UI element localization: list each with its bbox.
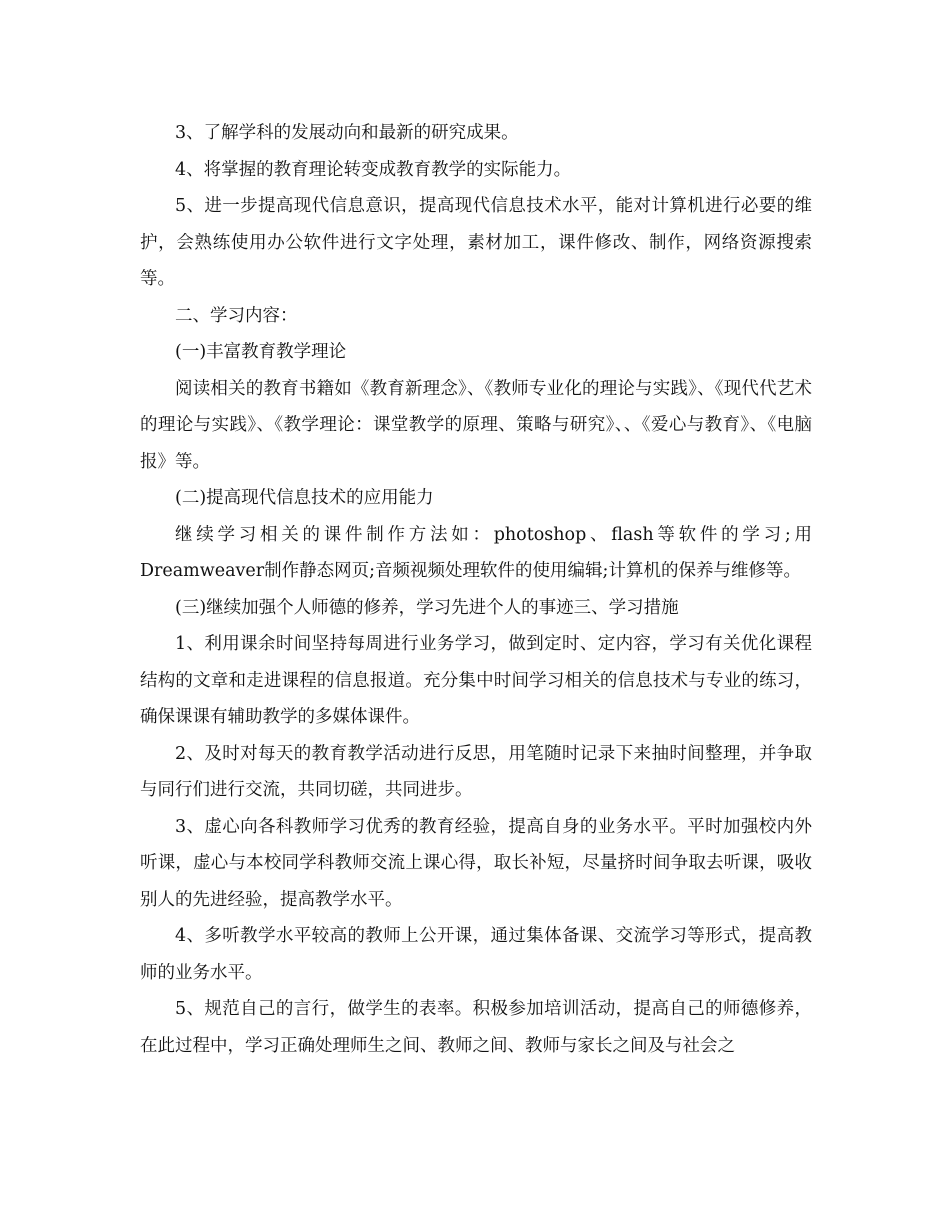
section-heading-study-content: 二、学习内容： [175,305,298,326]
paragraph-measure-1: 1、利用课余时间坚持每周进行业务学习，做到定时、定内容，学习有关优化课程结构的文章和走进课程的信息报道。充分集中时间学习相关的信息技术与专业的练习，确保课课有辅助教学的多媒体课件。 [140,634,812,727]
subheading-theory: (一)丰富教育教学理论 [175,342,347,362]
subheading-it-skills: (二)提高现代信息技术的应用能力 [175,488,434,508]
paragraph-measure-2: 2、及时对每天的教育教学活动进行反思，用笔随时记录下来抽时间整理，并争取与同行们进行交流，共同切磋，共同进步。 [140,743,812,800]
subheading-ethics: (三)继续加强个人师德的修养，学习先进个人的事迹三、学习措施 [175,597,679,618]
paragraph-measure-3: 3、虚心向各科教师学习优秀的教育经验，提高自身的业务水平。平时加强校内外听课，虚心与本校同学科教师交流上课心得，取长补短，尽量挤时间争取去听课，吸收别人的先进经验，提高教学水平。 [140,816,812,910]
paragraph-measure-5: 5、规范自己的言行，做学生的表率。积极参加培训活动，提高自己的师德修养，在此过程中，学习正确处理师生之间、教师之间、教师与家长之间及与社会之 [140,999,812,1056]
paragraph-goal-3: 3、了解学科的发展动向和最新的研究成果。 [175,123,519,143]
paragraph-goal-5: 5、进一步提高现代信息意识，提高现代信息技术水平，能对计算机进行必要的维护，会熟练使用办公软件进行文字处理，素材加工，课件修改、制作，网络资源搜索等。 [140,196,812,289]
paragraph-measure-4: 4、多听教学水平较高的教师上公开课，通过集体备课、交流学习等形式，提高教师的业务水平。 [140,926,812,983]
document-body [140,115,812,1064]
paragraph-reading: 阅读相关的教育书籍如《教育新理念》、《教师专业化的理论与实践》、《现代代艺术的理论与实践》、《教学理论：课堂教学的原理、策略与研究》、、《爱心与教育》、《电脑报》等。 [140,378,812,472]
paragraph-software: 继续学习相关的课件制作方法如：photoshop、flash等软件的学习;用Dreamweaver制作静态网页;音频视频处理软件的使用编辑;计算机的保养与维修等。 [140,524,812,581]
paragraph-goal-4: 4、将掌握的教育理论转变成教育教学的实际能力。 [175,159,572,180]
